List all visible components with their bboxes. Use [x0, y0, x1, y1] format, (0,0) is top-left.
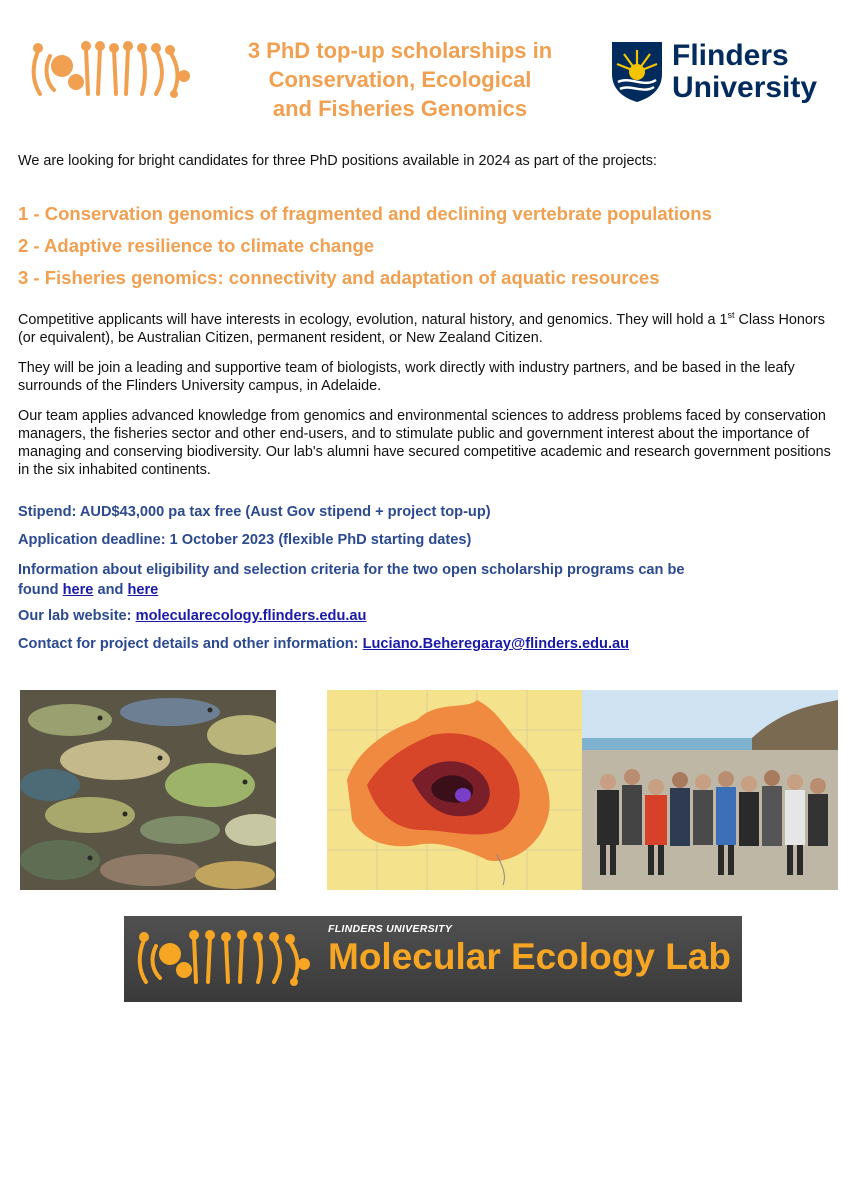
stipend-info: Stipend: AUD$43,000 pa tax free (Aust Gov stipend + project top-up)	[18, 504, 491, 520]
eligibility-link-1[interactable]: here	[62, 582, 94, 598]
title-line: and Fisheries Genomics	[272, 96, 528, 121]
contact-info: Contact for project details and other information: Luciano.Beheregaray@flinders.edu.au	[18, 636, 630, 652]
contact-email-link[interactable]: Luciano.Beheregaray@flinders.edu.au	[362, 636, 630, 652]
project-list	[18, 198, 712, 294]
page-title	[200, 36, 600, 123]
banner-university-label: FLINDERS UNIVERSITY	[328, 923, 453, 935]
paragraph-team: They will be join a leading and supportive team of biologists, work directly with industry partners, and be based in the leafy surrounds of the Flinders University campus, in Adelaide.	[18, 360, 795, 394]
eligibility-link-2[interactable]: here	[127, 582, 159, 598]
molecular-ecology-logo-icon	[28, 36, 198, 106]
banner-lab-name: Molecular Ecology Lab	[328, 936, 731, 977]
university-name: Flinders University	[672, 39, 818, 104]
fish-artwork-image	[20, 690, 276, 890]
lab-group-photo-image	[582, 690, 838, 890]
website-link[interactable]: molecularecology.flinders.edu.au	[135, 608, 367, 624]
deadline-info: Application deadline: 1 October 2023 (flexible PhD starting dates)	[18, 532, 472, 548]
title-line: 3 PhD top-up scholarships in	[247, 38, 553, 63]
website-info: Our lab website: molecularecology.flinders.edu.au	[18, 608, 367, 624]
climate-heatmap-image	[327, 690, 583, 890]
project-item: 3 - Fisheries genomics: connectivity and adaptation of aquatic resources	[18, 267, 660, 288]
paragraph-mission: Our team applies advanced knowledge from genomics and environmental sciences to address problems faced by conservation managers, the fisheries sector and other end-users, and to stimulate public and government interest about the importance of managing and conserving biodiversity. Our lab's alumni have secured competitive academic and research government positions in the six inhabited continents.	[18, 408, 831, 478]
title-line: Conservation, Ecological	[268, 67, 532, 92]
project-item: 1 - Conservation genomics of fragmented and declining vertebrate populations	[18, 203, 712, 224]
project-item: 2 - Adaptive resilience to climate change	[18, 235, 375, 256]
paragraph-requirements: Competitive applicants will have interests in ecology, evolution, natural history, and genomics. They will hold a 1st Class Honors (or equivalent), be Australian Citizen, permanent resident, or New Zealand Citizen.	[18, 310, 825, 346]
flinders-sun-shield-logo-icon	[612, 42, 662, 102]
eligibility-info: Information about eligibility and selection criteria for the two open scholarship programs can be found here and here	[18, 562, 685, 598]
intro-text: We are looking for bright candidates for three PhD positions available in 2024 as part of the projects:	[18, 153, 657, 169]
molecular-ecology-logo-icon	[132, 926, 312, 992]
molecular-ecology-lab-banner	[124, 916, 742, 1002]
